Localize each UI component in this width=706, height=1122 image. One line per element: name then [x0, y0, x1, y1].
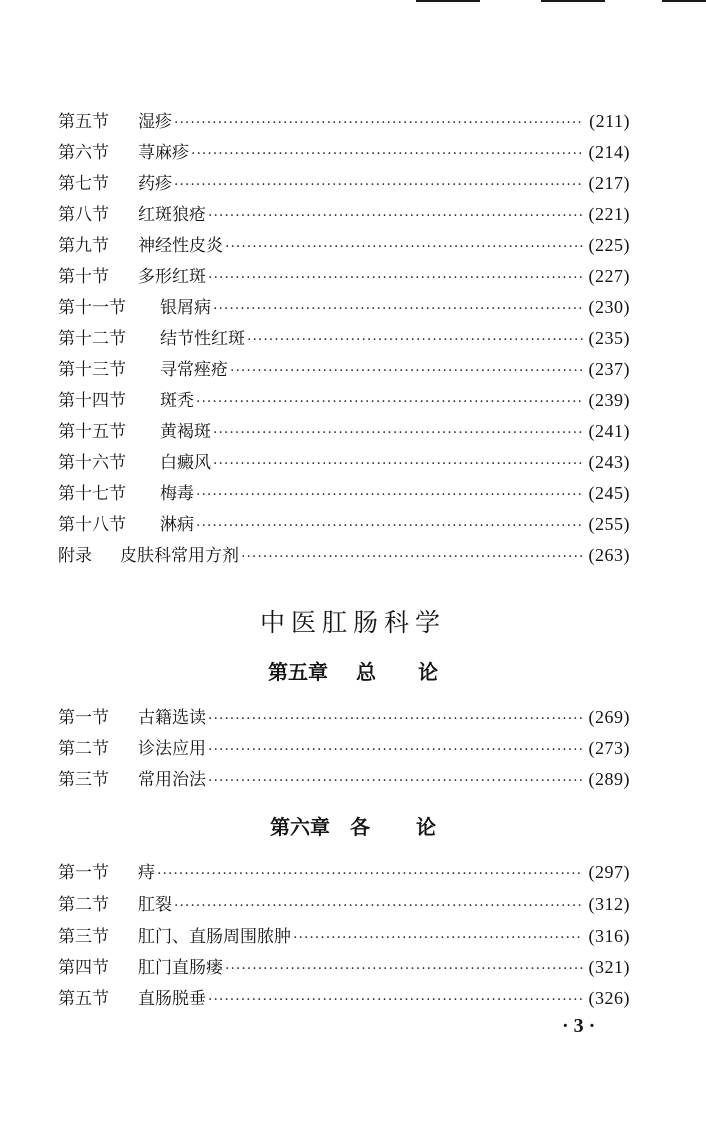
page-number: (237) [588, 359, 630, 379]
leader-dots [208, 992, 583, 1008]
section-number: 第十三节 [58, 360, 126, 380]
chapter-5-word-2: 论 [418, 660, 438, 684]
chapter-6-number: 第六章 [270, 815, 330, 839]
section-number: 第十一节 [58, 298, 126, 318]
section-number: 第三节 [58, 927, 109, 947]
toc-row-appendix [58, 541, 630, 569]
section-title: 结节性红斑 [160, 329, 245, 349]
section-title: 红斑狼疮 [138, 205, 206, 225]
section-number: 第十二节 [58, 329, 126, 349]
leader-dots [196, 487, 583, 503]
leader-dots [213, 301, 583, 317]
section-number: 第一节 [58, 863, 109, 883]
section-number: 第十六节 [58, 453, 126, 473]
toc-row [58, 231, 630, 259]
page-number: (227) [588, 266, 630, 286]
section-number: 第三节 [58, 770, 109, 790]
leader-dots [208, 208, 583, 224]
top-rule-3 [662, 0, 706, 2]
page-number: (289) [588, 769, 630, 789]
leader-dots [191, 146, 583, 162]
leader-dots [293, 930, 583, 946]
chapter-6-word-2: 论 [416, 815, 436, 839]
page-number: (321) [588, 957, 630, 977]
page-number: (211) [589, 111, 630, 131]
page-number: (263) [588, 545, 630, 565]
toc-row [58, 386, 630, 414]
page-number: (297) [588, 862, 630, 882]
page-number: (239) [588, 390, 630, 410]
page-number: (312) [588, 894, 630, 914]
section-title: 黄褐斑 [160, 422, 211, 442]
toc-row [58, 138, 630, 166]
section-title: 诊法应用 [138, 739, 206, 759]
page-number: (273) [588, 738, 630, 758]
section-title: 药疹 [138, 174, 172, 194]
section-title: 斑秃 [160, 391, 194, 411]
appendix-title: 皮肤科常用方剂 [120, 546, 239, 566]
leader-dots [174, 177, 583, 193]
top-rule-1 [416, 0, 480, 2]
section-title: 银屑病 [160, 298, 211, 318]
section-number: 第八节 [58, 205, 109, 225]
page-number: (235) [588, 328, 630, 348]
leader-dots [174, 115, 583, 131]
leader-dots [225, 961, 583, 977]
section-title: 古籍选读 [138, 708, 206, 728]
section-title: 肛门、直肠周围脓肿 [138, 927, 291, 947]
leader-dots [208, 270, 583, 286]
toc-row [58, 510, 630, 538]
toc-row [58, 417, 630, 445]
chapter-5-title [0, 656, 706, 685]
section-title: 常用治法 [138, 770, 206, 790]
page-number: (243) [588, 452, 630, 472]
page-number: (316) [588, 926, 630, 946]
toc-row [58, 293, 630, 321]
section-title: 神经性皮炎 [138, 236, 223, 256]
section-number: 第五节 [58, 989, 109, 1009]
section-title: 淋病 [160, 515, 194, 535]
toc-row [58, 479, 630, 507]
section-title: 白癜风 [160, 453, 211, 473]
toc-row [58, 703, 630, 731]
page-folio: · 3 · [562, 1015, 596, 1037]
toc-row [58, 200, 630, 228]
page-number: (214) [588, 142, 630, 162]
page-number: (255) [588, 514, 630, 534]
section-number: 第十五节 [58, 422, 126, 442]
section-number: 第二节 [58, 895, 109, 915]
section-number: 第六节 [58, 143, 109, 163]
section-number: 第十节 [58, 267, 109, 287]
leader-dots [230, 363, 583, 379]
section-title: 痔 [138, 863, 155, 883]
section-number: 第一节 [58, 708, 109, 728]
section-number: 第二节 [58, 739, 109, 759]
leader-dots [225, 239, 583, 255]
page-number: (221) [588, 204, 630, 224]
page-number: (241) [588, 421, 630, 441]
section-number: 第十四节 [58, 391, 126, 411]
leader-dots [208, 773, 583, 789]
leader-dots [208, 711, 583, 727]
section-title: 梅毒 [160, 484, 194, 504]
chapter-6-word-1: 各 [350, 815, 370, 839]
toc-row [58, 107, 630, 135]
part-title: 中医肛肠科学 [259, 608, 446, 637]
section-title: 肛门直肠瘘 [138, 958, 223, 978]
toc-row [58, 890, 630, 918]
section-number: 第九节 [58, 236, 109, 256]
section-number: 第七节 [58, 174, 109, 194]
section-number: 第四节 [58, 958, 109, 978]
appendix-label: 附录 [58, 546, 92, 566]
leader-dots [213, 456, 583, 472]
page-number: (326) [588, 988, 630, 1008]
chapter-5-word-1: 总 [356, 660, 376, 684]
leader-dots [208, 742, 583, 758]
leader-dots [247, 332, 583, 348]
section-number: 第十八节 [58, 515, 126, 535]
page-number: (230) [588, 297, 630, 317]
section-title: 多形红斑 [138, 267, 206, 287]
top-rule-2 [541, 0, 605, 2]
toc-row [58, 448, 630, 476]
toc-row [58, 169, 630, 197]
section-title: 肛裂 [138, 895, 172, 915]
page-number: (217) [588, 173, 630, 193]
toc-row [58, 953, 630, 981]
page-number: (245) [588, 483, 630, 503]
toc-row [58, 984, 630, 1012]
toc-row [58, 858, 630, 886]
toc-row [58, 734, 630, 762]
leader-dots [157, 866, 583, 882]
page-number: (269) [588, 707, 630, 727]
page-number: (225) [588, 235, 630, 255]
section-title: 直肠脱垂 [138, 989, 206, 1009]
section-title: 寻常痤疮 [160, 360, 228, 380]
toc-row [58, 765, 630, 793]
leader-dots [241, 549, 583, 565]
toc-row [58, 262, 630, 290]
leader-dots [196, 394, 583, 410]
leader-dots [196, 518, 583, 534]
leader-dots [174, 898, 583, 914]
toc-row [58, 355, 630, 383]
section-title: 荨麻疹 [138, 143, 189, 163]
section-number: 第十七节 [58, 484, 126, 504]
chapter-5-number: 第五章 [268, 660, 328, 684]
chapter-6-title [0, 811, 706, 840]
section-number: 第五节 [58, 112, 109, 132]
toc-row [58, 922, 630, 950]
section-title: 湿疹 [138, 112, 172, 132]
leader-dots [213, 425, 583, 441]
toc-row [58, 324, 630, 352]
